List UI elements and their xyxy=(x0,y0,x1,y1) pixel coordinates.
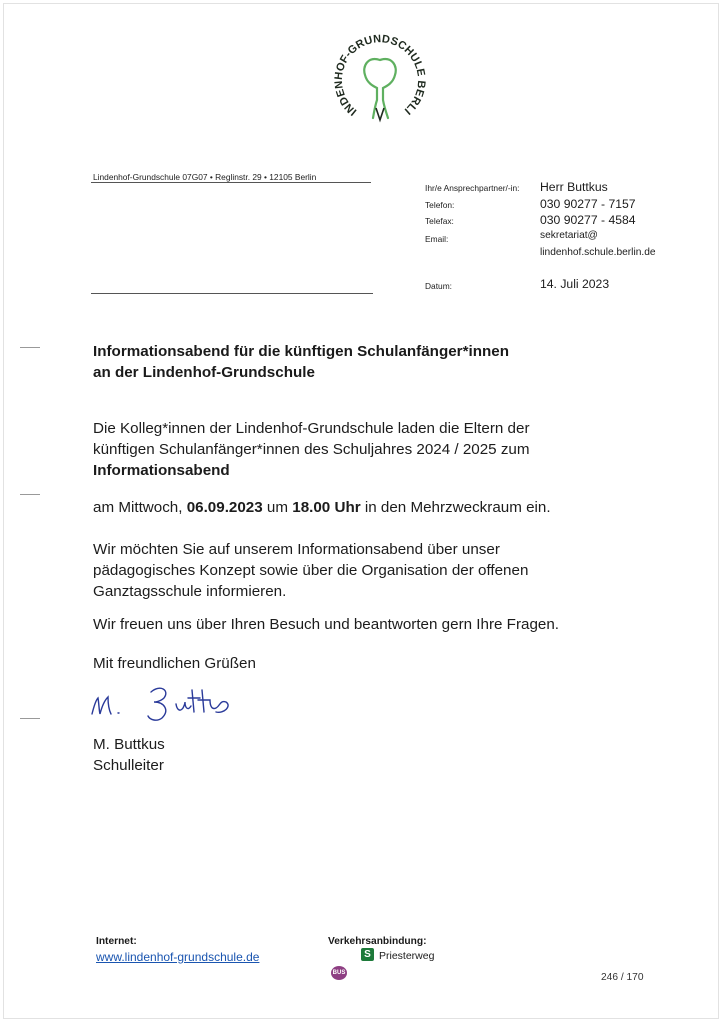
subject-line-2: an der Lindenhof-Grundschule xyxy=(93,364,315,381)
fax-value: 030 90277 - 4584 xyxy=(540,213,636,227)
date-label: Datum: xyxy=(425,281,452,291)
date-value: 14. Juli 2023 xyxy=(540,277,610,291)
topics-line-1: Wir möchten Sie auf unserem Informationsabend über unser xyxy=(93,541,500,558)
punch-mark xyxy=(20,494,40,495)
email-value-line2: lindenhof.schule.berlin.de xyxy=(540,247,656,258)
fold-mark-bottom xyxy=(20,718,40,719)
signatory-name: M. Buttkus xyxy=(93,736,165,753)
email-label: Email: xyxy=(425,234,449,244)
fold-mark-top xyxy=(20,347,40,348)
logo-arc-text: INDENHOF-GRUNDSCHULE BERLI xyxy=(332,33,428,118)
datetime-text-2: um xyxy=(262,499,293,516)
invitation-event-name: Informationsabend xyxy=(93,462,230,479)
email-value-line1: sekretariat@ xyxy=(540,230,598,241)
paragraph-date-time xyxy=(93,497,653,518)
tree-icon xyxy=(364,59,396,118)
paragraph-topics xyxy=(93,539,653,602)
closing-greeting: Mit freundlichen Grüßen xyxy=(93,655,256,672)
contact-person-label: Ihr/e Ansprechpartner/-in: xyxy=(425,183,520,193)
signatory-role: Schulleiter xyxy=(93,757,164,774)
school-logo-graphic xyxy=(322,20,438,136)
handwritten-signature xyxy=(84,676,264,726)
recipient-address-divider xyxy=(91,293,373,294)
sender-underline xyxy=(91,182,371,183)
topics-line-3: Ganztagsschule informieren. xyxy=(93,583,287,600)
letter-subject xyxy=(93,341,509,383)
event-time: 18.00 Uhr xyxy=(292,499,361,516)
phone-label: Telefon: xyxy=(425,200,455,210)
sender-address-line: Lindenhof-Grundschule 07G07 • Reglinstr. 29 • 12105 Berlin xyxy=(93,172,317,182)
sbahn-station: Priesterweg xyxy=(379,950,435,962)
page-number: 246 / 170 xyxy=(601,972,644,983)
invitation-line-1: Die Kolleg*innen der Lindenhof-Grundschule laden die Eltern der xyxy=(93,420,530,437)
phone-value: 030 90277 - 7157 xyxy=(540,197,636,211)
sbahn-icon: S xyxy=(361,948,374,961)
tree-roots-icon xyxy=(376,108,384,120)
datetime-text-1: am Mittwoch, xyxy=(93,499,187,516)
bus-icon: BUS xyxy=(331,966,347,980)
paragraph-invitation xyxy=(93,418,653,481)
transit-label: Verkehrsanbindung: xyxy=(328,936,427,947)
internet-label: Internet: xyxy=(96,936,137,947)
contact-person-value: Herr Buttkus xyxy=(540,180,608,194)
school-logo xyxy=(322,20,438,136)
signatory xyxy=(93,734,653,776)
fax-label: Telefax: xyxy=(425,216,454,226)
invitation-line-2: künftigen Schulanfänger*innen des Schuljahres 2024 / 2025 zum xyxy=(93,441,530,458)
event-date: 06.09.2023 xyxy=(186,499,263,516)
datetime-text-3: in den Mehrzweckraum ein. xyxy=(360,499,551,516)
topics-line-2: pädagogisches Konzept sowie über die Organisation der offenen xyxy=(93,562,529,579)
signature-graphic xyxy=(84,676,264,726)
internet-link[interactable]: www.lindenhof-grundschule.de xyxy=(96,950,260,964)
paragraph-thanks: Wir freuen uns über Ihren Besuch und beantworten gern Ihre Fragen. xyxy=(93,616,560,633)
svg-text:LINDENHOF-GRUNDSCHULE BERLIN xyxy=(322,20,427,118)
subject-line-1: Informationsabend für die künftigen Schulanfänger*innen xyxy=(93,343,509,360)
